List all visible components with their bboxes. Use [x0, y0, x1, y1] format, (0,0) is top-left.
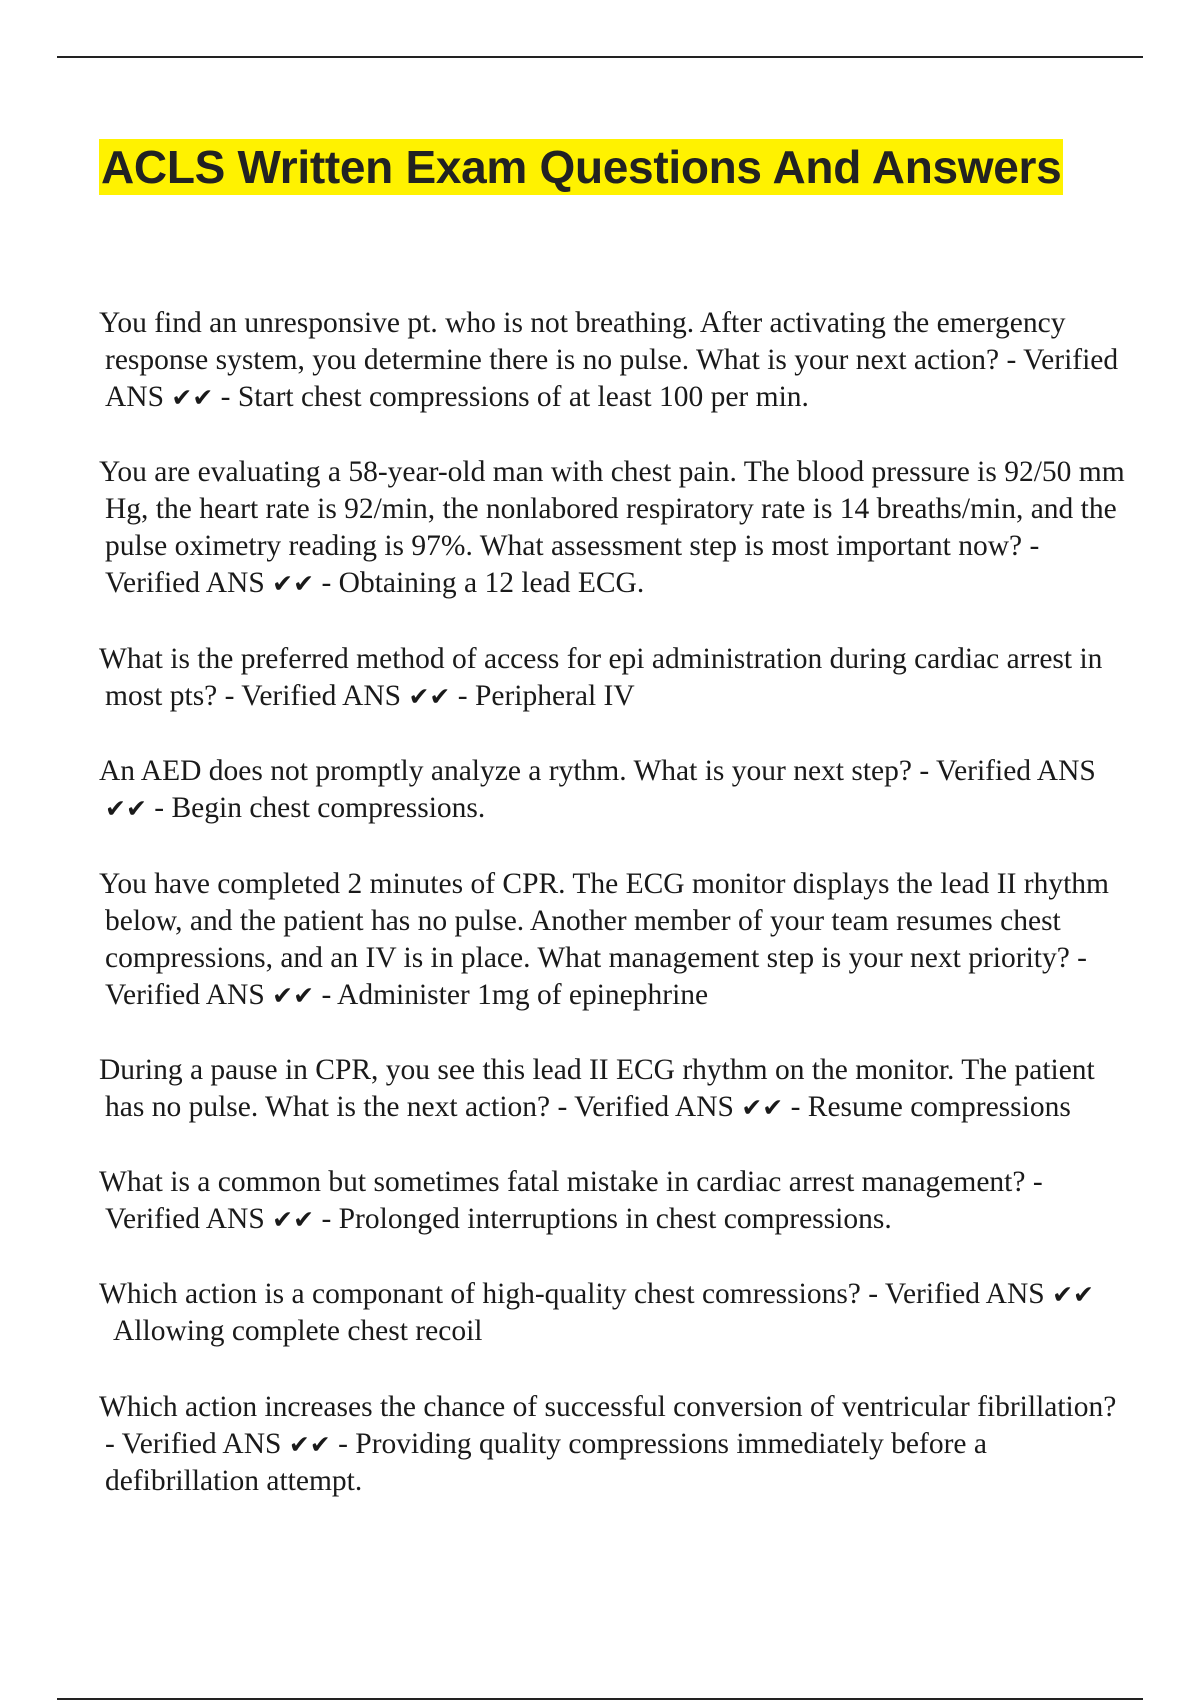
qa-item — [99, 454, 1200, 602]
question-line: Hg, the heart rate is 92/min, the nonlabored respiratory rate is 14 breaths/min, and the — [105, 493, 1117, 525]
answer-text: - Resume compressions — [783, 1091, 1071, 1123]
answer-text: - Providing quality compressions immediately before a — [330, 1428, 987, 1460]
question-line: What is the preferred method of access for epi administration during cardiac arrest in — [99, 643, 1103, 675]
verified-label: Verified ANS — [105, 567, 265, 599]
question-line: response system, you determine there is no pulse. What is your next action? - Verified — [105, 344, 1119, 376]
question-line: Which action increases the chance of successful conversion of ventricular fibrillation? — [99, 1391, 1117, 1423]
answer-line — [99, 1426, 1200, 1463]
answer-line — [99, 678, 1200, 715]
verified-label: Verified ANS — [105, 1203, 265, 1235]
answer-line — [99, 565, 1200, 602]
answer-text: - Administer 1mg of epinephrine — [314, 979, 709, 1011]
check-mark-icon: ✔✔ — [105, 794, 147, 823]
answer-text: - Prolonged interruptions in chest compressions. — [314, 1203, 892, 1235]
answer-line: defibrillation attempt. — [105, 1465, 363, 1497]
check-mark-icon: ✔✔ — [408, 682, 451, 711]
check-mark-icon: ✔✔ — [1052, 1280, 1094, 1309]
answer-text: - Start chest compressions of at least 100 per min. — [213, 381, 809, 413]
question-line: During a pause in CPR, you see this lead II ECG rhythm on the monitor. The patient — [99, 1054, 1095, 1086]
question-line: pulse oximetry reading is 97%. What assessment step is most important now? - — [105, 530, 1040, 562]
top-rule — [57, 56, 1143, 58]
verified-label: Verified ANS — [105, 979, 265, 1011]
page-title: ACLS Written Exam Questions And Answers — [101, 141, 1062, 193]
question-line: You have completed 2 minutes of CPR. The ECG monitor displays the lead II rhythm — [99, 868, 1110, 900]
qa-item — [99, 1052, 1200, 1126]
qa-item — [99, 1164, 1200, 1238]
answer-text: - Begin chest compressions. — [146, 792, 486, 824]
qa-item — [99, 753, 1200, 827]
qa-item — [99, 305, 1200, 416]
answer-line — [99, 790, 1200, 827]
check-mark-icon: ✔✔ — [272, 569, 315, 598]
check-mark-icon: ✔✔ — [272, 1205, 315, 1234]
answer-text: Allowing complete chest recoil — [113, 1315, 483, 1347]
question-line — [99, 1276, 1200, 1313]
question-line: An AED does not promptly analyze a rythm. What is your next step? - Verified ANS — [99, 755, 1096, 787]
question-line: You are evaluating a 58-year-old man with chest pain. The blood pressure is 92/50 mm — [99, 456, 1125, 488]
check-mark-icon: ✔✔ — [171, 383, 214, 412]
answer-text: - Peripheral IV — [450, 680, 635, 712]
question-line: compressions, and an IV is in place. What management step is your next priority? - — [105, 942, 1087, 974]
verified-label: - Verified ANS — [105, 1428, 282, 1460]
question-line: What is a common but sometimes fatal mistake in cardiac arrest management? - — [99, 1166, 1043, 1198]
check-mark-icon: ✔✔ — [288, 1430, 331, 1459]
question-text: Which action is a componant of high-quality chest comressions? - Verified ANS — [99, 1278, 1045, 1310]
qa-item — [99, 1389, 1200, 1500]
answer-line — [99, 1089, 1200, 1126]
answer-line — [99, 1201, 1200, 1238]
answer-line — [99, 977, 1200, 1014]
qa-item — [99, 866, 1200, 1014]
answer-line — [99, 379, 1200, 416]
verified-label: has no pulse. What is the next action? - Verified ANS — [105, 1091, 734, 1123]
qa-item — [99, 641, 1200, 715]
check-mark-icon: ✔✔ — [272, 981, 315, 1010]
question-line: below, and the patient has no pulse. Another member of your team resumes chest — [105, 905, 1061, 937]
question-line: You find an unresponsive pt. who is not breathing. After activating the emergency — [99, 307, 1066, 339]
check-mark-icon: ✔✔ — [741, 1093, 784, 1122]
answer-text: - Obtaining a 12 lead ECG. — [314, 567, 645, 599]
qa-item — [99, 1276, 1200, 1350]
verified-label: most pts? - Verified ANS — [105, 680, 402, 712]
verified-label: ANS — [105, 381, 165, 413]
